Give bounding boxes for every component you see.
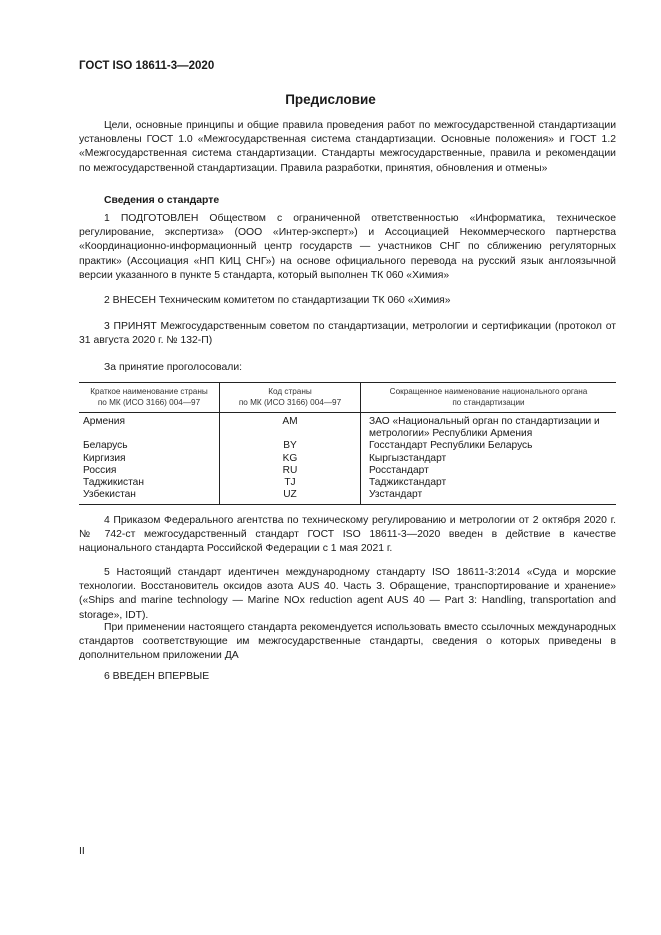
paragraph-4: 4 Приказом Федерального агентства по техническому регулированию и метрологии от 2 октября 2020 г. № 742-ст межгосударственный стандарт ГОСТ ISO 18611-3—2020 введен в действие в качестве национального стандарта Российской Федерации с 1 мая 2021 г. (79, 515, 616, 555)
country-cell: Киргизия (83, 452, 126, 464)
body-cell: Росстандарт (361, 465, 617, 477)
code-cell: RU (220, 465, 361, 477)
table-row (79, 453, 616, 465)
country-cell: Таджикистан (83, 477, 144, 489)
page-number: II (79, 846, 85, 857)
paragraph-5: 5 Настоящий стандарт идентичен международному стандарту ISO 18611-3:2014 «Суда и морские технологии. Восстановитель оксидов азота AUS 40. Часть 3. Обращение, транспортирование и хранение» («Ships and marine technology — Marine NOx reduction agent AUS 40 — Part 3: Handling, transportation and storage», IDT). (79, 567, 616, 621)
vote-table (79, 382, 616, 505)
paragraph-5-note: При применении настоящего стандарта рекомендуется использовать вместо ссылочных международных стандартов соответствующие им межгосударственные стандарты, сведения о которых приведены в дополнительном приложении ДА (79, 622, 616, 662)
table-row (79, 413, 616, 441)
table-row (79, 440, 616, 452)
body-cell: ЗАО «Национальный орган по стандартизации и метрологии» Республики Армения (361, 413, 617, 441)
code-cell: BY (220, 440, 361, 452)
table-row (79, 489, 616, 505)
table-row (79, 465, 616, 477)
header-body: Сокращенное наименование национального органа по стандартизации (361, 383, 617, 413)
section-title: Сведения о стандарте (104, 195, 220, 206)
country-cell: Россия (83, 464, 117, 476)
document-designation: ГОСТ ISO 18611-3—2020 (79, 60, 215, 72)
country-cell: Узбекистан (79, 489, 220, 505)
code-cell: KG (220, 453, 361, 465)
paragraph-1: 1 ПОДГОТОВЛЕН Обществом с ограниченной ответственностью «Информатика, техническое регулирование, экспертиза» (ООО «Интер-эксперт») и Ассоциацией Некоммерческого партнерства «Координационно-информационный центр государств — участников СНГ по сближению регуляторных практик» (Ассоциация «НП КИЦ СНГ») на основе официального перевода на русский язык англоязычной версии указанного в пункте 5 стандарта, который выполнен ТК 060 «Химия» (79, 213, 616, 281)
table-row (79, 477, 616, 489)
code-cell: TJ (220, 477, 361, 489)
body-cell: Кыргызстандарт (361, 453, 617, 465)
vote-table-header (79, 383, 616, 413)
country-cell: Армения (83, 416, 125, 427)
page-title: Предисловие (285, 92, 376, 107)
body-cell: Узстандарт (361, 489, 617, 505)
country-cell: Беларусь (83, 440, 128, 452)
code-cell: UZ (220, 489, 361, 505)
body-cell: Госстандарт Республики Беларусь (361, 440, 617, 452)
paragraph-2: 2 ВНЕСЕН Техническим комитетом по стандартизации ТК 060 «Химия» (104, 295, 451, 306)
header-code: Код страны по МК (ИСО 3166) 004—97 (220, 383, 361, 413)
body-cell: Таджикстандарт (361, 477, 617, 489)
vote-label: За принятие проголосовали: (104, 362, 243, 373)
code-cell: AM (220, 413, 361, 441)
intro-paragraph: Цели, основные принципы и общие правила проведения работ по межгосударственной стандартизации установлены ГОСТ 1.0 «Межгосударственная система стандартизации. Основные положения» и ГОСТ 1.2 «Межгосударственная система стандартизации. Стандарты межгосударственные, правила и рекомендации по межгосударственной стандартизации. Правила разработки, принятия, обновления и отмены» (79, 120, 616, 174)
paragraph-3: 3 ПРИНЯТ Межгосударственным советом по стандартизации, метрологии и сертификации (протокол от 31 августа 2020 г. № 132-П) (79, 321, 616, 347)
paragraph-6: 6 ВВЕДЕН ВПЕРВЫЕ (104, 671, 210, 682)
header-country: Краткое наименование страны по МК (ИСО 3166) 004—97 (79, 383, 220, 413)
